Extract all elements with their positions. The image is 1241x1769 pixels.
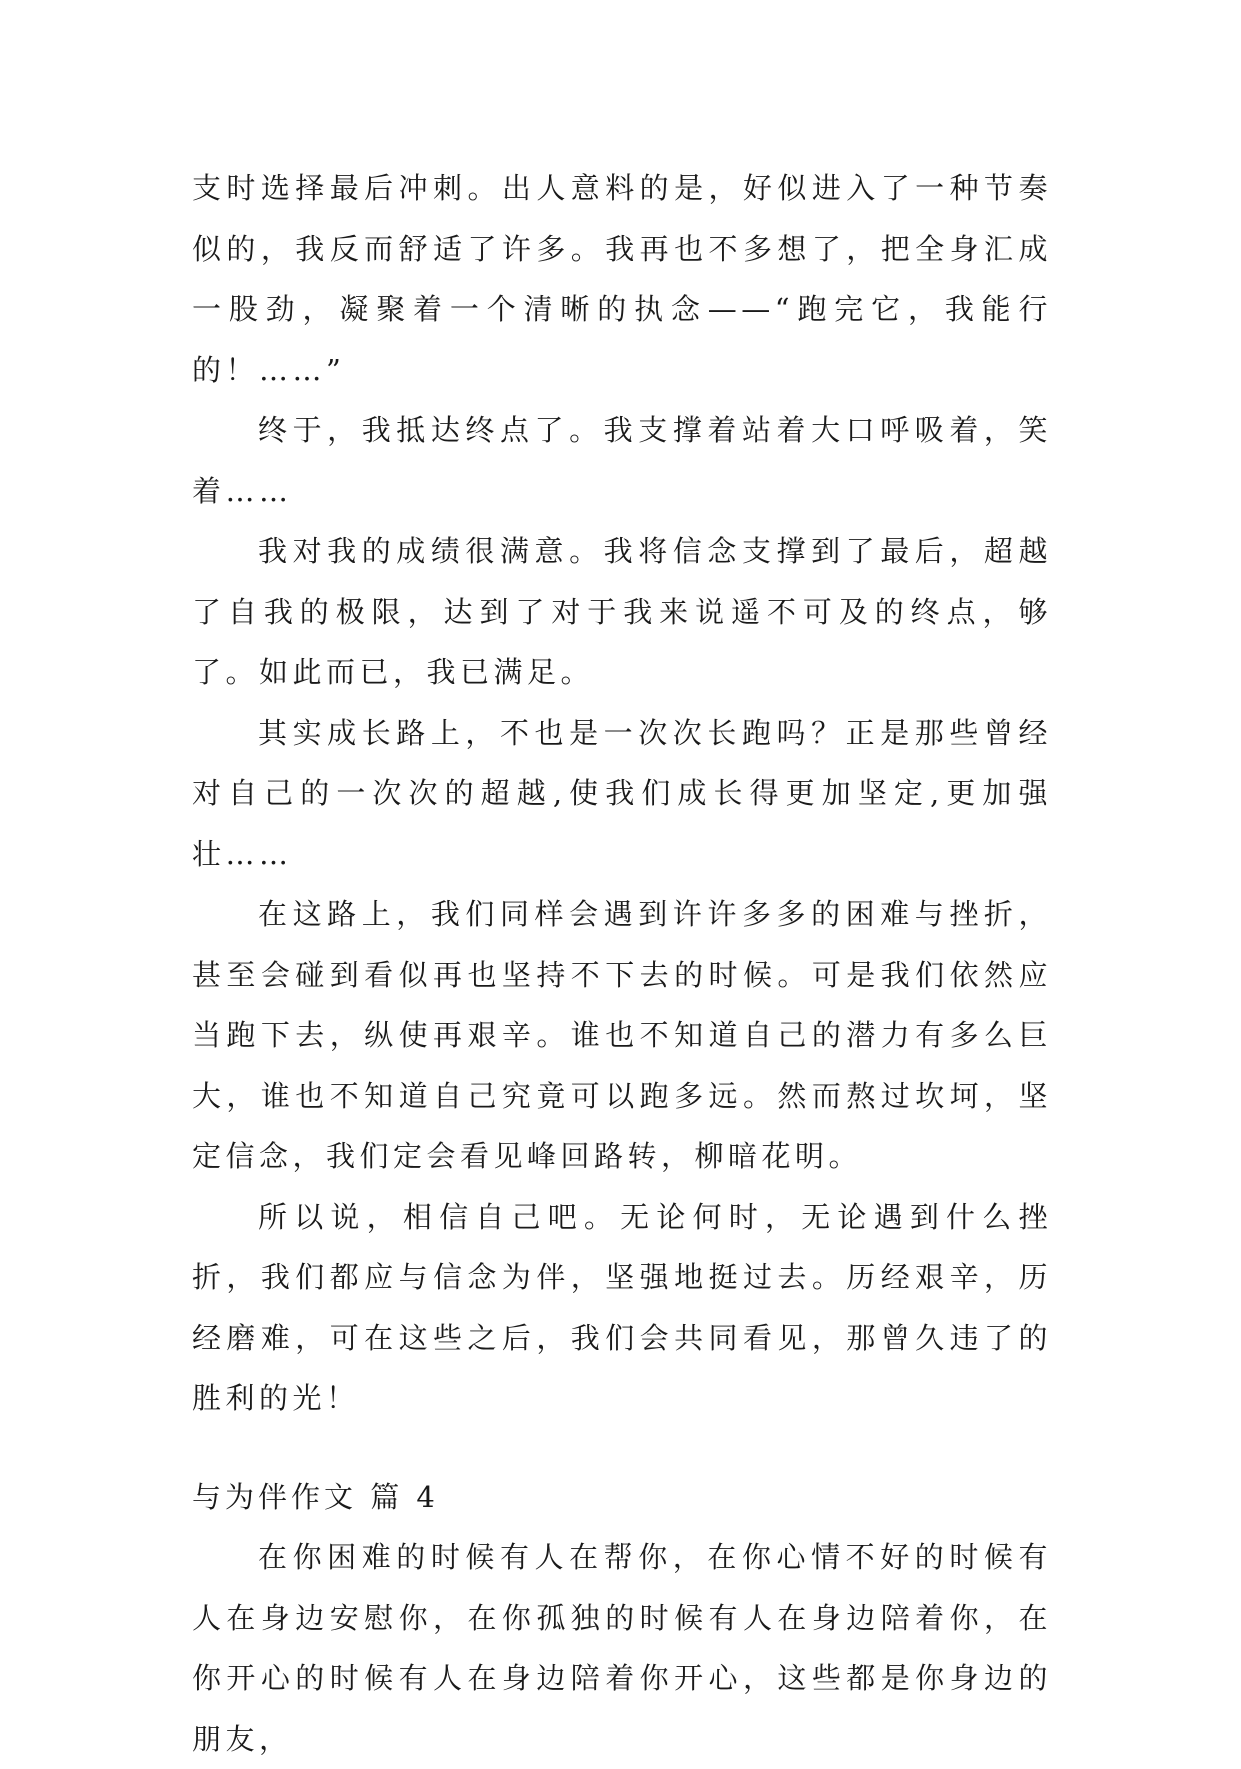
paragraph-5: 在这路上，我们同样会遇到许许多多的困难与挫折，甚至会碰到看似再也坚持不下去的时候。可是我们依然应当跑下去，纵使再艰辛。谁也不知道自己的潜力有多么巨大，谁也不知道自己究竟可以跑多远。然而熬过坎坷，坚定信念，我们定会看见峰回路转，柳暗花明。 bbox=[192, 897, 1052, 1173]
paragraph-2: 终于，我抵达终点了。我支撑着站着大口呼吸着，笑着…… bbox=[192, 413, 1052, 508]
paragraph-6: 所以说，相信自己吧。无论何时，无论遇到什么挫折，我们都应与信念为伴，坚强地挺过去。历经艰辛，历经磨难，可在这些之后，我们会共同看见，那曾久违了的胜利的光！ bbox=[192, 1199, 1052, 1415]
paragraph-1: 支时选择最后冲刺。出人意料的是，好似进入了一种节奏似的，我反而舒适了许多。我再也不多想了，把全身汇成一股劲，凝聚着一个清晰的执念——“跑完它，我能行的！……” bbox=[192, 171, 1052, 387]
section-heading: 与为伴作文 篇 4 bbox=[192, 1479, 439, 1514]
paragraph-7: 在你困难的时候有人在帮你，在你心情不好的时候有人在身边安慰你，在你孤独的时候有人在身边陪着你，在你开心的时候有人在身边陪着你开心，这些都是你身边的朋友， bbox=[192, 1540, 1052, 1756]
document-body bbox=[192, 158, 1052, 1769]
paragraph-3: 我对我的成绩很满意。我将信念支撑到了最后，超越了自我的极限，达到了对于我来说遥不可及的终点，够了。如此而已，我已满足。 bbox=[192, 534, 1052, 689]
paragraph-4: 其实成长路上，不也是一次次长跑吗？正是那些曾经对自己的一次次的超越,使我们成长得更加坚定,更加强壮…… bbox=[192, 715, 1052, 871]
